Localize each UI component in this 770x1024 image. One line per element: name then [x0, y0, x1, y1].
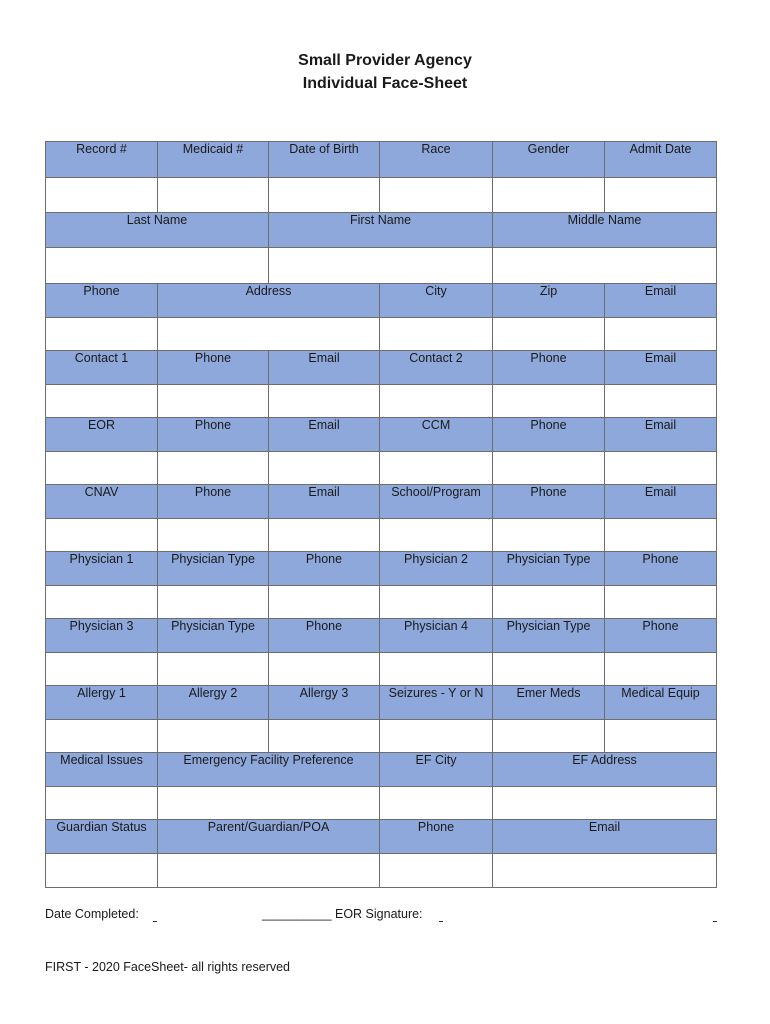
cnav-phone-field[interactable]: [158, 519, 269, 552]
header-cell: Parent/Guardian/POA: [158, 820, 380, 854]
physician-3-phone-field[interactable]: [269, 653, 380, 686]
school-email-field[interactable]: [605, 519, 717, 552]
header-cell: Last Name: [46, 213, 269, 248]
header-cell: Allergy 1: [46, 686, 158, 720]
header-cell: Phone: [158, 418, 269, 452]
header-cell: Allergy 2: [158, 686, 269, 720]
header-cell: Medicaid #: [158, 142, 269, 178]
header-cell: Allergy 3: [269, 686, 380, 720]
header-cell: Email: [493, 820, 717, 854]
email-field[interactable]: [605, 318, 717, 351]
contact-2-field[interactable]: [380, 385, 493, 418]
header-cell: City: [380, 284, 493, 318]
ef-city-field[interactable]: [380, 787, 493, 820]
input-row: [46, 586, 717, 619]
header-cell: Email: [605, 418, 717, 452]
physician-3-type-field[interactable]: [158, 653, 269, 686]
middle-name-field[interactable]: [493, 248, 717, 284]
physician-4-type-field[interactable]: [493, 653, 605, 686]
physician-4-field[interactable]: [380, 653, 493, 686]
contact-2-phone-field[interactable]: [493, 385, 605, 418]
form-title: [0, 49, 770, 95]
physician-2-field[interactable]: [380, 586, 493, 619]
header-cell: Address: [158, 284, 380, 318]
header-cell: Zip: [493, 284, 605, 318]
guardian-email-field[interactable]: [493, 854, 717, 888]
header-row: [46, 418, 717, 452]
header-cell: Physician Type: [493, 619, 605, 653]
header-cell: Race: [380, 142, 493, 178]
header-cell: First Name: [269, 213, 493, 248]
input-row: [46, 720, 717, 753]
header-cell: Email: [269, 351, 380, 385]
eor-email-field[interactable]: [269, 452, 380, 485]
admit-date-field[interactable]: [605, 178, 717, 213]
contact-2-email-field[interactable]: [605, 385, 717, 418]
header-cell: Contact 2: [380, 351, 493, 385]
guardian-phone-field[interactable]: [380, 854, 493, 888]
header-cell: Middle Name: [493, 213, 717, 248]
header-cell: Phone: [380, 820, 493, 854]
date-completed-label: Date Completed:: [45, 907, 139, 921]
header-cell: Date of Birth: [269, 142, 380, 178]
city-field[interactable]: [380, 318, 493, 351]
ef-address-field[interactable]: [493, 787, 717, 820]
parent-guardian-poa-field[interactable]: [158, 854, 380, 888]
header-cell: CCM: [380, 418, 493, 452]
header-row: [46, 753, 717, 787]
header-row: [46, 142, 717, 178]
header-row: [46, 351, 717, 385]
address-field[interactable]: [158, 318, 380, 351]
race-field[interactable]: [380, 178, 493, 213]
emergency-facility-field[interactable]: [158, 787, 380, 820]
header-cell: Phone: [46, 284, 158, 318]
physician-1-type-field[interactable]: [158, 586, 269, 619]
header-cell: Phone: [269, 619, 380, 653]
input-row: [46, 653, 717, 686]
header-cell: Emergency Facility Preference: [158, 753, 380, 787]
header-cell: Phone: [605, 552, 717, 586]
header-cell: EOR: [46, 418, 158, 452]
eor-signature-label: __________ EOR Signature:: [262, 907, 423, 921]
record-number-field[interactable]: [46, 178, 158, 213]
header-cell: Medical Issues: [46, 753, 158, 787]
header-cell: Physician Type: [493, 552, 605, 586]
header-cell: Physician 3: [46, 619, 158, 653]
title-line-2: Individual Face-Sheet: [302, 75, 468, 92]
eor-field[interactable]: [46, 452, 158, 485]
header-row: [46, 213, 717, 248]
phone-field[interactable]: [46, 318, 158, 351]
header-row: [46, 485, 717, 519]
seizures-field[interactable]: [380, 720, 493, 753]
medical-equip-field[interactable]: [605, 720, 717, 753]
contact-1-phone-field[interactable]: [158, 385, 269, 418]
contact-1-email-field[interactable]: [269, 385, 380, 418]
header-cell: EF Address: [493, 753, 717, 787]
input-row: [46, 385, 717, 418]
contact-1-field[interactable]: [46, 385, 158, 418]
header-cell: Physician 4: [380, 619, 493, 653]
header-cell: Phone: [493, 351, 605, 385]
emer-meds-field[interactable]: [493, 720, 605, 753]
medicaid-number-field[interactable]: [158, 178, 269, 213]
header-row: [46, 284, 717, 318]
header-row: [46, 820, 717, 854]
header-cell: Phone: [158, 485, 269, 519]
header-cell: Email: [269, 485, 380, 519]
header-cell: Email: [605, 351, 717, 385]
input-row: [46, 318, 717, 351]
header-cell: EF City: [380, 753, 493, 787]
cnav-field[interactable]: [46, 519, 158, 552]
header-cell: Gender: [493, 142, 605, 178]
header-cell: Physician Type: [158, 619, 269, 653]
school-program-field[interactable]: [380, 519, 493, 552]
header-row: [46, 619, 717, 653]
medical-issues-field[interactable]: [46, 787, 158, 820]
allergy-3-field[interactable]: [269, 720, 380, 753]
physician-4-phone-field[interactable]: [605, 653, 717, 686]
zip-field[interactable]: [493, 318, 605, 351]
header-cell: Seizures - Y or N: [380, 686, 493, 720]
gender-field[interactable]: [493, 178, 605, 213]
header-cell: Email: [605, 485, 717, 519]
header-cell: School/Program: [380, 485, 493, 519]
header-cell: Phone: [493, 418, 605, 452]
input-row: [46, 452, 717, 485]
signature-end-mark: [713, 921, 717, 922]
physician-2-type-field[interactable]: [493, 586, 605, 619]
eor-phone-field[interactable]: [158, 452, 269, 485]
physician-1-field[interactable]: [46, 586, 158, 619]
header-cell: Phone: [158, 351, 269, 385]
input-row: [46, 519, 717, 552]
eor-signature-line[interactable]: [439, 921, 443, 922]
header-cell: Phone: [269, 552, 380, 586]
ccm-email-field[interactable]: [605, 452, 717, 485]
header-cell: Emer Meds: [493, 686, 605, 720]
header-cell: Email: [269, 418, 380, 452]
school-phone-field[interactable]: [493, 519, 605, 552]
header-cell: Medical Equip: [605, 686, 717, 720]
allergy-2-field[interactable]: [158, 720, 269, 753]
header-row: [46, 552, 717, 586]
cnav-email-field[interactable]: [269, 519, 380, 552]
header-cell: Record #: [46, 142, 158, 178]
header-cell: Physician Type: [158, 552, 269, 586]
header-cell: Email: [605, 284, 717, 318]
physician-2-phone-field[interactable]: [605, 586, 717, 619]
header-cell: Phone: [493, 485, 605, 519]
header-cell: Guardian Status: [46, 820, 158, 854]
header-cell: Contact 1: [46, 351, 158, 385]
physician-1-phone-field[interactable]: [269, 586, 380, 619]
input-row: [46, 854, 717, 888]
date-of-birth-field[interactable]: [269, 178, 380, 213]
copyright-text: FIRST - 2020 FaceSheet- all rights reserved: [45, 960, 291, 974]
input-row: [46, 178, 717, 213]
date-completed-line[interactable]: [153, 921, 157, 922]
input-row: [46, 248, 717, 284]
header-cell: Admit Date: [605, 142, 717, 178]
guardian-status-field[interactable]: [46, 854, 158, 888]
physician-3-field[interactable]: [46, 653, 158, 686]
allergy-1-field[interactable]: [46, 720, 158, 753]
header-cell: Phone: [605, 619, 717, 653]
face-sheet-table: [45, 141, 717, 888]
ccm-field[interactable]: [380, 452, 493, 485]
title-line-1: Small Provider Agency: [298, 52, 472, 69]
header-cell: Physician 1: [46, 552, 158, 586]
input-row: [46, 787, 717, 820]
last-name-field[interactable]: [46, 248, 269, 284]
first-name-field[interactable]: [269, 248, 493, 284]
header-cell: CNAV: [46, 485, 158, 519]
header-row: [46, 686, 717, 720]
header-cell: Physician 2: [380, 552, 493, 586]
ccm-phone-field[interactable]: [493, 452, 605, 485]
